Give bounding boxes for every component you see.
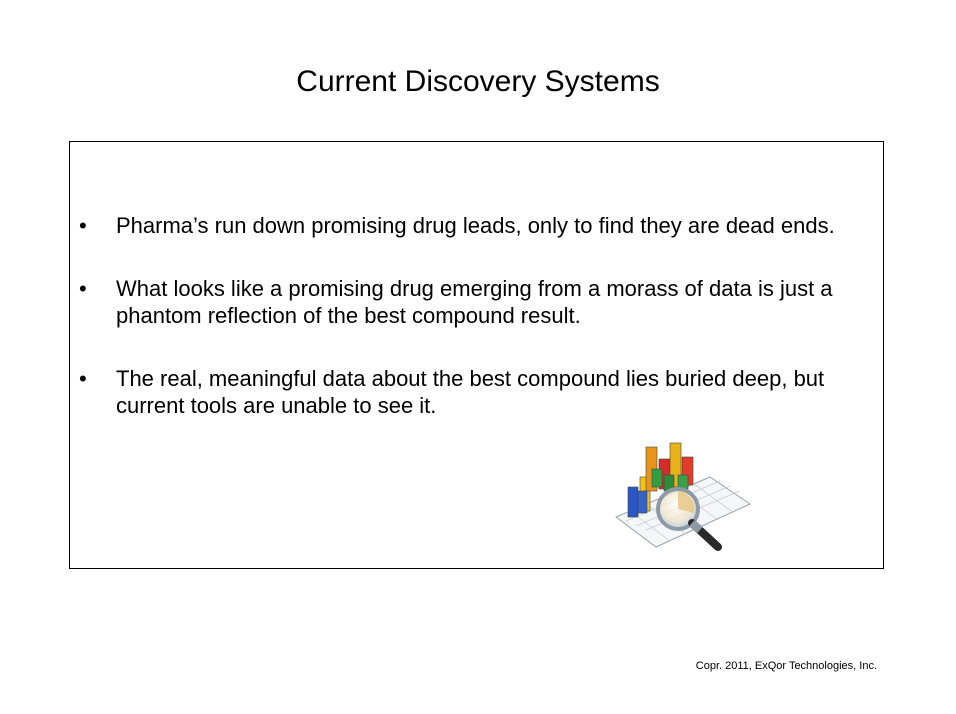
bullet-list xyxy=(70,212,883,455)
chart-magnifier-icon xyxy=(598,429,768,564)
bullet-item xyxy=(70,212,883,239)
bullet-marker: • xyxy=(79,213,87,238)
bullet-item xyxy=(70,275,883,329)
content-frame xyxy=(69,141,884,569)
bullet-text: What looks like a promising drug emerging from a morass of data is just a phantom reflection of the best compound result. xyxy=(116,276,833,328)
bullet-item xyxy=(70,365,883,419)
bullet-text: The real, meaningful data about the best compound lies buried deep, but current tools are unable to see it. xyxy=(116,366,825,418)
bullet-marker: • xyxy=(79,366,87,391)
bullet-marker: • xyxy=(79,276,87,301)
bullet-text: Pharma’s run down promising drug leads, only to find they are dead ends. xyxy=(116,213,835,238)
copyright-footer: Copr. 2011, ExQor Technologies, Inc. xyxy=(695,660,877,672)
slide-title: Current Discovery Systems xyxy=(296,65,660,98)
